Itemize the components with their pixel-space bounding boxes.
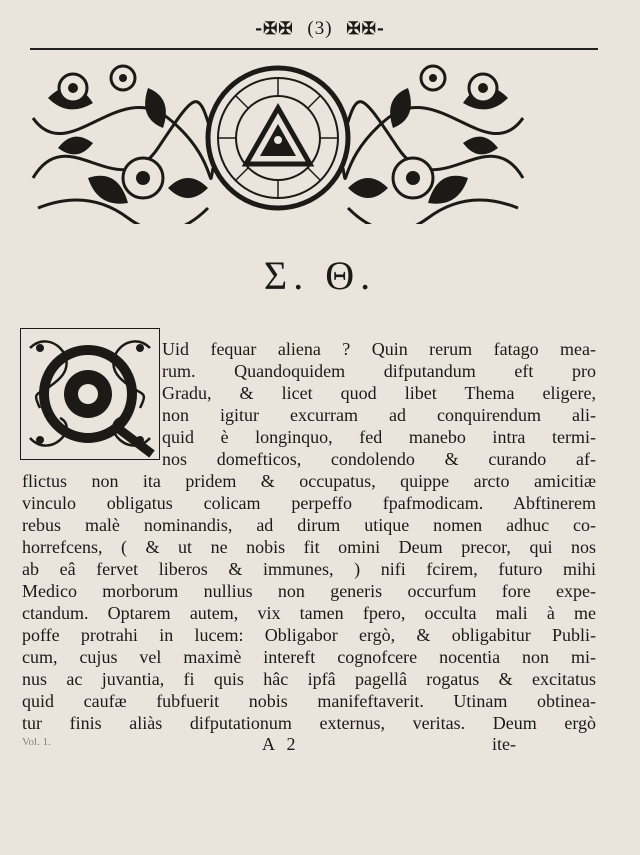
- body-line: tur finis aliàs difputationum externus, veritas. Deum ergò: [22, 713, 596, 733]
- body-line: rum. Quandoquidem difputandum eft pro: [162, 361, 596, 381]
- body-line: ab eâ fervet liberos & immunes, ) nifi fcirem, futuro mihi: [22, 559, 596, 579]
- running-header: [0, 18, 640, 40]
- body-line: quid caufæ fubfuerit nobis manifeftaverit. Utinam obtinea-: [22, 691, 596, 711]
- signature: A 2: [262, 734, 300, 754]
- body-line: Gradu, & licet quod libet Thema eligere,: [162, 383, 596, 403]
- body-line: quid è longinquo, fed manebo intra termi-: [162, 427, 596, 447]
- body-line: Uid fequar aliena ? Quin rerum fatago mea-: [162, 339, 596, 359]
- body-line: poffe protrahi in lucem: Obligabor ergò, & obligabitur Publi-: [22, 625, 596, 645]
- body-line: cum, cujus vel maximè intereft cognofcere nocentia non mi-: [22, 647, 596, 667]
- body-line: rebus malè nominandis, ad dirum utique nomen adhuc co-: [22, 515, 596, 535]
- body-line: ctandum. Optarem autem, vix tamen fpero, occulta mali à me: [22, 603, 596, 623]
- section-title: Σ. Θ.: [263, 253, 377, 298]
- page-number: (3): [307, 18, 333, 39]
- body-line: nos domefticos, condolendo & curando af-: [162, 449, 596, 469]
- header-rule: [30, 48, 598, 50]
- body-line: vinculo obligatus colicam perpeffo fpafmodicam. Abftinerem: [22, 493, 596, 513]
- body-line: non igitur excurram ad conquirendum ali-: [162, 405, 596, 425]
- catchword: ite-: [492, 734, 516, 754]
- body-line: nus ac juvantia, fi quis hâc ipfâ pagellâ rogatus & excitatus: [22, 669, 596, 689]
- body-line: Medico morborum nullius non generis occurfum fore expe-: [22, 581, 596, 601]
- floral-headpiece-icon: [28, 58, 528, 224]
- header-ornament-left: -✠✠: [255, 19, 294, 39]
- decorated-initial-icon: [20, 328, 160, 460]
- header-ornament-right: ✠✠-: [346, 19, 385, 39]
- signature-mark: Vol. 1.: [22, 736, 51, 748]
- body-line: horrefcens, ( & ut ne nobis fit omini Deum precor, qui nos: [22, 537, 596, 557]
- body-line: flictus non ita pridem & occupatus, quippe arcto amicitiæ: [22, 471, 596, 491]
